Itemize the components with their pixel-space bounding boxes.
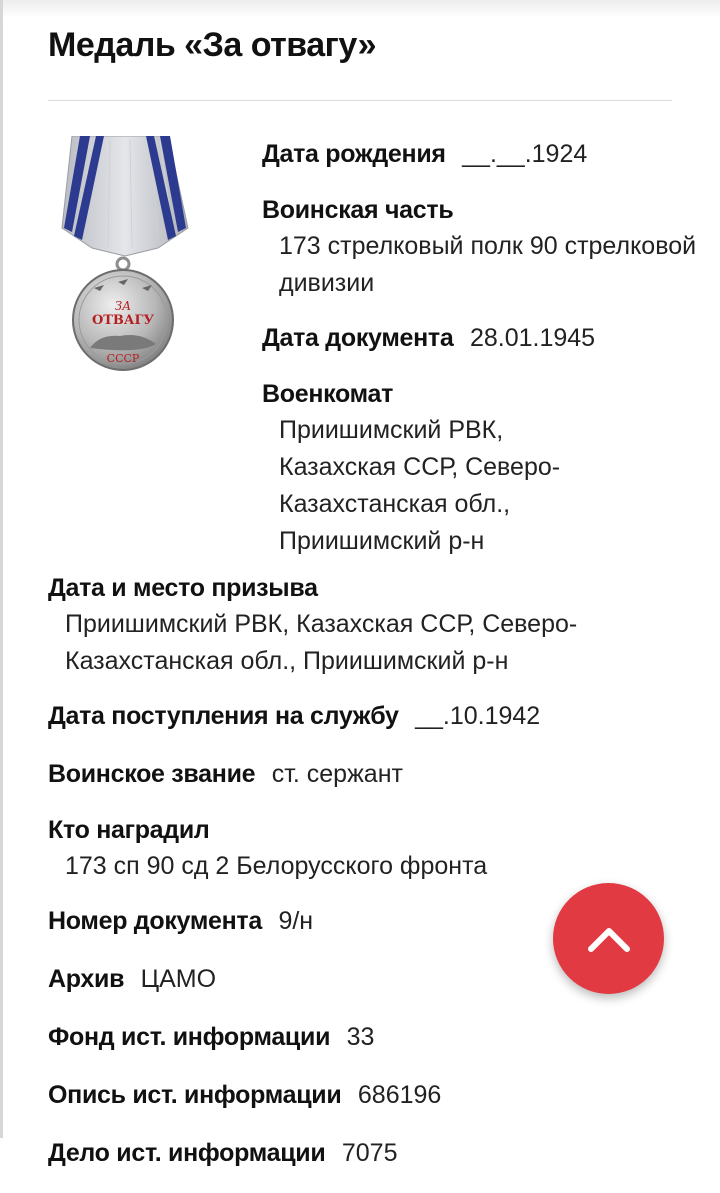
field-label: Кто наградил xyxy=(48,816,210,844)
field-label: Дата документа xyxy=(262,324,454,352)
field-value: 28.01.1945 xyxy=(469,324,596,352)
field-label: Архив xyxy=(48,965,125,993)
field-value: 33 xyxy=(346,1023,375,1051)
field-case xyxy=(48,1135,698,1175)
field-recruitment-office xyxy=(262,378,702,560)
field-value: 7075 xyxy=(341,1139,398,1167)
field-label: Дата и место призыва xyxy=(48,574,318,602)
field-label: Опись ист. информации xyxy=(48,1081,342,1109)
field-value: __.__.1924 xyxy=(462,140,588,168)
medal-inscription-bottom: СССР xyxy=(106,352,140,365)
field-conscription xyxy=(48,572,698,680)
medal-inscription-top: ЗА xyxy=(114,299,132,313)
field-fond xyxy=(48,1019,698,1059)
field-label: Дело ист. информации xyxy=(48,1139,326,1167)
field-value: ЦАМО xyxy=(140,965,217,993)
field-label: Номер документа xyxy=(48,907,262,935)
field-label: Воинское звание xyxy=(48,760,256,788)
scroll-to-top-button[interactable] xyxy=(553,883,664,994)
field-awarded-by xyxy=(48,814,698,885)
page-title: Медаль «За отвагу» xyxy=(48,26,376,64)
field-value: 173 сп 90 сд 2 Белорусского фронта xyxy=(65,852,488,880)
field-rank xyxy=(48,756,698,796)
field-inventory xyxy=(48,1077,698,1117)
medal-image xyxy=(60,136,190,376)
field-label: Дата поступления на службу xyxy=(48,702,399,730)
chevron-up-icon xyxy=(586,924,632,954)
field-label: Дата рождения xyxy=(262,140,446,168)
field-value: 686196 xyxy=(357,1081,442,1109)
field-label: Воинская часть xyxy=(262,196,454,224)
left-edge xyxy=(0,0,3,1138)
field-value: Приишимский РВК, Казахская ССР, Северо-Казахстанская обл., Приишимский р-н xyxy=(279,416,561,555)
divider xyxy=(48,100,672,101)
field-value: __.10.1942 xyxy=(415,702,541,730)
field-value: ст. сержант xyxy=(271,760,403,788)
field-birth-date xyxy=(262,136,702,176)
field-label: Фонд ист. информации xyxy=(48,1023,331,1051)
field-document-date xyxy=(262,320,702,360)
field-value: 9/н xyxy=(278,907,314,935)
field-service-start-date xyxy=(48,698,698,738)
field-value: Приишимский РВК, Казахская ССР, Северо-Казахстанская обл., Приишимский р-н xyxy=(65,610,578,675)
top-shade xyxy=(0,0,720,18)
field-label: Военкомат xyxy=(262,380,394,408)
medal-inscription-main: ОТВАГУ xyxy=(91,313,155,328)
field-military-unit xyxy=(262,194,702,302)
field-value: 173 стрелковый полк 90 стрелковой дивизии xyxy=(279,232,697,297)
fields-right-column xyxy=(262,136,702,578)
